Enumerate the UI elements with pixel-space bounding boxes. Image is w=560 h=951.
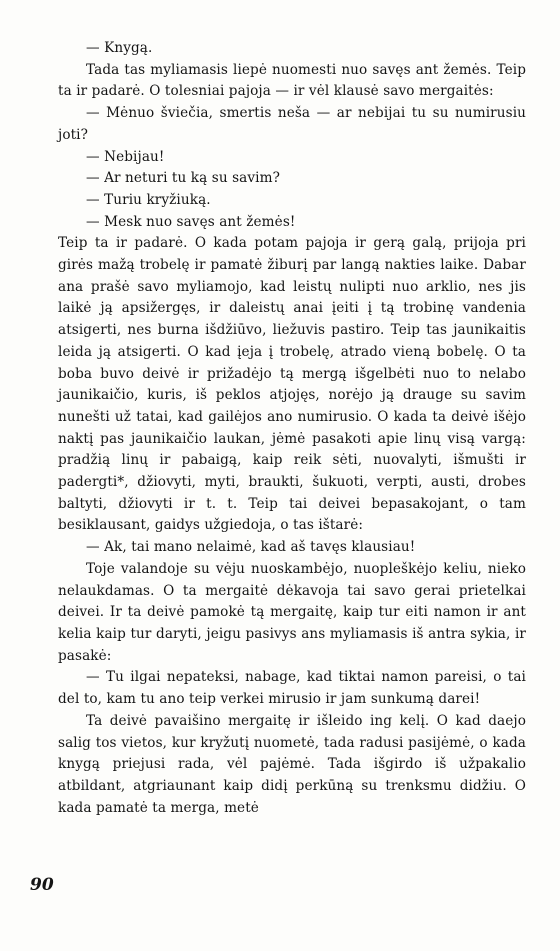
page-number: 90	[30, 875, 54, 895]
dialogue-line: — Ar neturi tu ką su savim?	[86, 170, 280, 187]
paragraph: Ta deivė pavaišino mergaitę ir išleido ing kelį. O kad daejo salig tos vietos, kur kryžutį nuometė, tada radusi pasijėmė, o kada knygą priejusi rada, vėl pajėmė. Tada išgirdo iš užpakalio atbildant, atgriaunant kaip didį perkūną su trenksmu didžiu. O kada pamatė ta merga, metė	[58, 712, 526, 816]
dialogue-line: — Knygą.	[86, 40, 153, 56]
dialogue-line: — Nebijau!	[86, 148, 165, 165]
paragraph: Tada tas myliamasis liepė nuomesti nuo savęs ant žemės. Teip ta ir padarė. O tolesniai pajoja — ir vėl klausė savo mergaitės:	[58, 61, 526, 100]
dialogue-line: — Turiu kryžiuką.	[86, 191, 211, 208]
dialogue-line: — Mėnuo šviečia, smertis neša — ar nebijai tu su numirusiu joti?	[58, 105, 526, 143]
dialogue-line: — Tu ilgai nepateksi, nabage, kad tiktai namon pareisi, o tai del to, kam tu ano teip verkei mirusio ir jam sunkumą darei!	[58, 669, 526, 708]
paragraph: Teip ta ir padarė. O kada potam pajoja ir gerą galą, prijoja pri girės mažą trobelę ir pamatė žiburį par langą nakties laike. Dabar ana prašė savo myliamojo, kad leistų nulipti nuo arklio, nes jis laikė ją apsižergęs, ir daleistų anai įeiti į tą trobinę vandenia atsigerti, nes burna išdžiūvo, liežuvis pastiro. Teip tas jaunikaitis leida ją atsigerti. O kad įeja į trobelę, atrado vieną bobelę. O ta boba buvo deivė ir prižadėjo tą mergą išgelbėti nuo to nelabo jaunikaičio, kuris, iš peklos atjojęs, norėjo ją drauge su savim nunešti už tatai, kad gailėjos ano numirusio. O kada ta deivė išėjo naktį pas jaunikaičio laukan, jėmė pasakoti apie linų visą vargą: pradžią linų ir pabaigą, kaip reik sėti, nuovalyti, išmušti ir padergti*, džiovyti, myti, braukti, šukuoti, verpti, austi, drobes baltyti, džiovyti ir t. t. Teip tai deivei bepasakojant, o tam besiklausant, gaidys užgiedoja, o tas ištarė:	[58, 235, 526, 534]
page-text	[58, 38, 526, 819]
dialogue-line: — Mesk nuo savęs ant žemės!	[86, 213, 296, 230]
paragraph: Toje valandoje su vėju nuoskambėjo, nuopleškėjo keliu, nieko nelaukdamas. O ta mergaitė dėkavoja tai savo gerai prietelkai deivei. Ir ta deivė pamokė tą mergaitę, kaip tur eiti namon ir ant kelia kaip tur daryti, jeigu pasivys ans myliamasis iš antra sykia, ir pasakė:	[58, 560, 526, 664]
dialogue-line: — Ak, tai mano nelaimė, kad aš tavęs klausiau!	[86, 539, 416, 556]
